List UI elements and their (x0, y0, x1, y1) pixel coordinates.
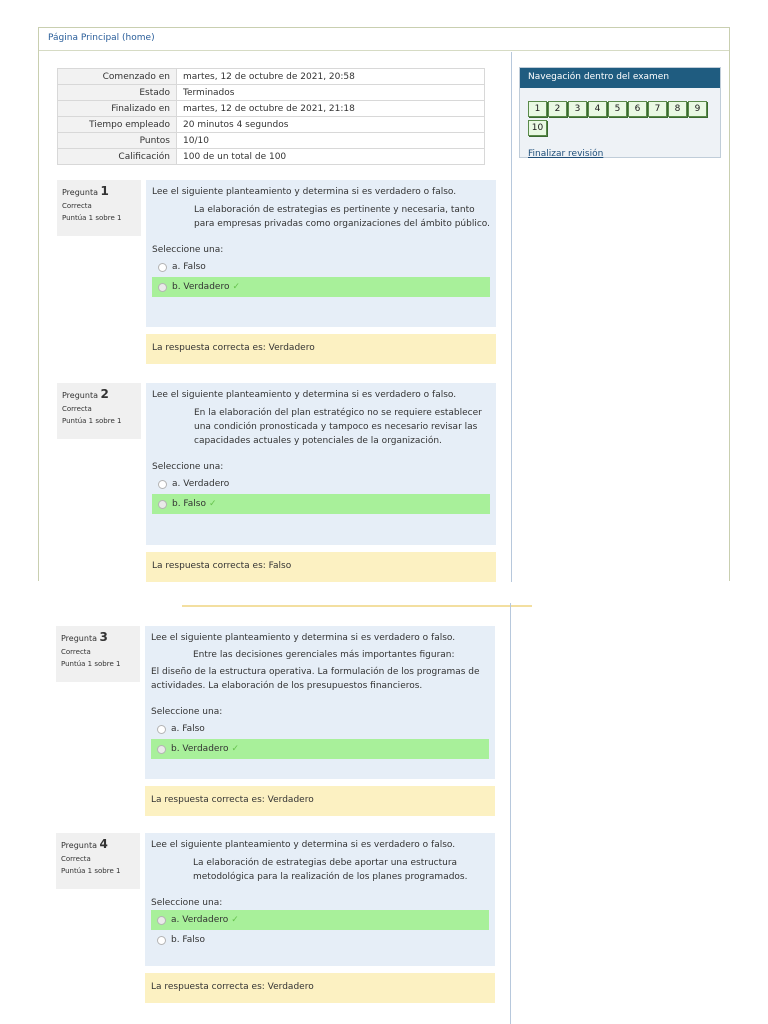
question-nav-button-1[interactable]: 1 (528, 101, 547, 117)
summary-key: Puntos (58, 133, 177, 149)
question-intro: Lee el siguiente planteamiento y determina si es verdadero o falso. (152, 187, 457, 197)
select-one-label: Seleccione una: (151, 898, 223, 908)
answer-option[interactable] (152, 474, 490, 494)
option-label: b. Falso (171, 935, 205, 945)
question-nav-button-3[interactable]: 3 (568, 101, 587, 117)
option-label: a. Verdadero (172, 479, 230, 489)
question-info (56, 626, 140, 682)
summary-row (58, 149, 485, 165)
question-status: Correcta (61, 648, 91, 656)
correct-answer-feedback: La respuesta correcta es: Verdadero (145, 973, 495, 1003)
page-bottom (38, 603, 730, 1024)
radio-button[interactable] (158, 480, 167, 489)
summary-value: 100 de un total de 100 (177, 149, 485, 165)
answer-option[interactable] (152, 257, 490, 277)
select-one-label: Seleccione una: (152, 462, 224, 472)
question-label: Pregunta (62, 188, 98, 197)
question-intro: Lee el siguiente planteamiento y determina si es verdadero o falso. (151, 633, 456, 643)
question-intro: Lee el siguiente planteamiento y determina si es verdadero o falso. (151, 840, 456, 850)
question-nav-button-7[interactable]: 7 (648, 101, 667, 117)
question-text-detail: El diseño de la estructura operativa. La formulación de los programas de actividades. La elaboración de los presupuestos financieros. (151, 667, 480, 691)
radio-button[interactable] (158, 263, 167, 272)
question-number: 1 (100, 184, 109, 198)
answer-option-selected[interactable] (151, 739, 489, 759)
question-status: Correcta (61, 855, 91, 863)
radio-button[interactable] (157, 936, 166, 945)
radio-button[interactable] (157, 745, 166, 754)
question-nav-button-5[interactable]: 5 (608, 101, 627, 117)
correct-answer-feedback: La respuesta correcta es: Falso (146, 552, 496, 582)
summary-value: 10/10 (177, 133, 485, 149)
summary-key: Finalizado en (58, 101, 177, 117)
summary-value: 20 minutos 4 segundos (177, 117, 485, 133)
question-score: Puntúa 1 sobre 1 (62, 417, 122, 425)
question-content (146, 180, 496, 327)
select-one-label: Seleccione una: (152, 245, 224, 255)
radio-button[interactable] (158, 500, 167, 509)
question-text: La elaboración de estrategias es pertinente y necesaria, tanto para empresas privadas como organizaciones del ámbito público. (194, 205, 490, 229)
question-info (56, 833, 140, 889)
answer-option-selected[interactable] (151, 910, 489, 930)
column-divider (510, 603, 511, 1024)
correct-answer-feedback: La respuesta correcta es: Verdadero (146, 334, 496, 364)
summary-value: martes, 12 de octubre de 2021, 20:58 (177, 69, 485, 85)
question-content (146, 383, 496, 545)
summary-row (58, 117, 485, 133)
question-text: La elaboración de estrategias debe aportar una estructura metodológica para la realización de los planes programados. (193, 858, 468, 882)
checkmark-icon: ✓ (231, 915, 239, 925)
attempt-summary-table (57, 68, 485, 165)
question-label: Pregunta (61, 841, 97, 850)
summary-row (58, 85, 485, 101)
summary-value: Terminados (177, 85, 485, 101)
question-number: 2 (100, 387, 109, 401)
question-content (145, 626, 495, 779)
question-status: Correcta (62, 405, 92, 413)
finish-review-link[interactable]: Finalizar revisión (528, 149, 604, 159)
question-nav-button-2[interactable]: 2 (548, 101, 567, 117)
question-score: Puntúa 1 sobre 1 (62, 214, 122, 222)
checkmark-icon: ✓ (209, 499, 217, 509)
question-button-grid (528, 101, 718, 139)
question-nav-button-8[interactable]: 8 (668, 101, 687, 117)
question-nav-button-6[interactable]: 6 (628, 101, 647, 117)
radio-button[interactable] (157, 725, 166, 734)
question-text: En la elaboración del plan estratégico no se requiere establecer una condición pronosticada y tampoco es necesario revisar las capacidades actuales y potenciales de la organización. (194, 408, 482, 446)
question-info (57, 383, 141, 439)
quiz-navigation-title: Navegación dentro del examen (520, 68, 720, 88)
answer-option-selected[interactable] (152, 494, 490, 514)
question-info (57, 180, 141, 236)
summary-row (58, 133, 485, 149)
question-nav-button-9[interactable]: 9 (688, 101, 707, 117)
radio-button[interactable] (158, 283, 167, 292)
breadcrumb-home-link[interactable]: Página Principal (home) (48, 33, 155, 43)
question-status: Correcta (62, 202, 92, 210)
summary-key: Calificación (58, 149, 177, 165)
summary-row (58, 69, 485, 85)
option-label: a. Verdadero (171, 915, 229, 925)
question-content (145, 833, 495, 966)
summary-key: Tiempo empleado (58, 117, 177, 133)
option-label: b. Verdadero (171, 744, 229, 754)
question-number: 4 (99, 837, 108, 851)
answer-option[interactable] (151, 930, 489, 950)
question-number: 3 (99, 630, 108, 644)
question-score: Puntúa 1 sobre 1 (61, 660, 121, 668)
option-label: a. Falso (171, 724, 205, 734)
question-label: Pregunta (61, 634, 97, 643)
question-label: Pregunta (62, 391, 98, 400)
question-nav-button-4[interactable]: 4 (588, 101, 607, 117)
answer-option-selected[interactable] (152, 277, 490, 297)
correct-answer-feedback: La respuesta correcta es: Verdadero (145, 786, 495, 816)
summary-key: Comenzado en (58, 69, 177, 85)
column-divider (511, 52, 512, 582)
answer-option[interactable] (151, 719, 489, 739)
page-top (38, 27, 730, 581)
separator-line (182, 605, 532, 607)
question-score: Puntúa 1 sobre 1 (61, 867, 121, 875)
option-label: a. Falso (172, 262, 206, 272)
option-label: b. Verdadero (172, 282, 230, 292)
summary-key: Estado (58, 85, 177, 101)
option-label: b. Falso (172, 499, 206, 509)
quiz-navigation-block (519, 67, 721, 158)
select-one-label: Seleccione una: (151, 707, 223, 717)
checkmark-icon: ✓ (231, 744, 240, 754)
question-text: Entre las decisiones gerenciales más importantes figuran: (193, 650, 455, 660)
radio-button[interactable] (157, 916, 166, 925)
checkmark-icon: ✓ (232, 282, 241, 292)
question-nav-button-10[interactable]: 10 (528, 120, 547, 136)
question-intro: Lee el siguiente planteamiento y determina si es verdadero o falso. (152, 390, 457, 400)
breadcrumb (39, 28, 729, 51)
summary-value: martes, 12 de octubre de 2021, 21:18 (177, 101, 485, 117)
summary-row (58, 101, 485, 117)
